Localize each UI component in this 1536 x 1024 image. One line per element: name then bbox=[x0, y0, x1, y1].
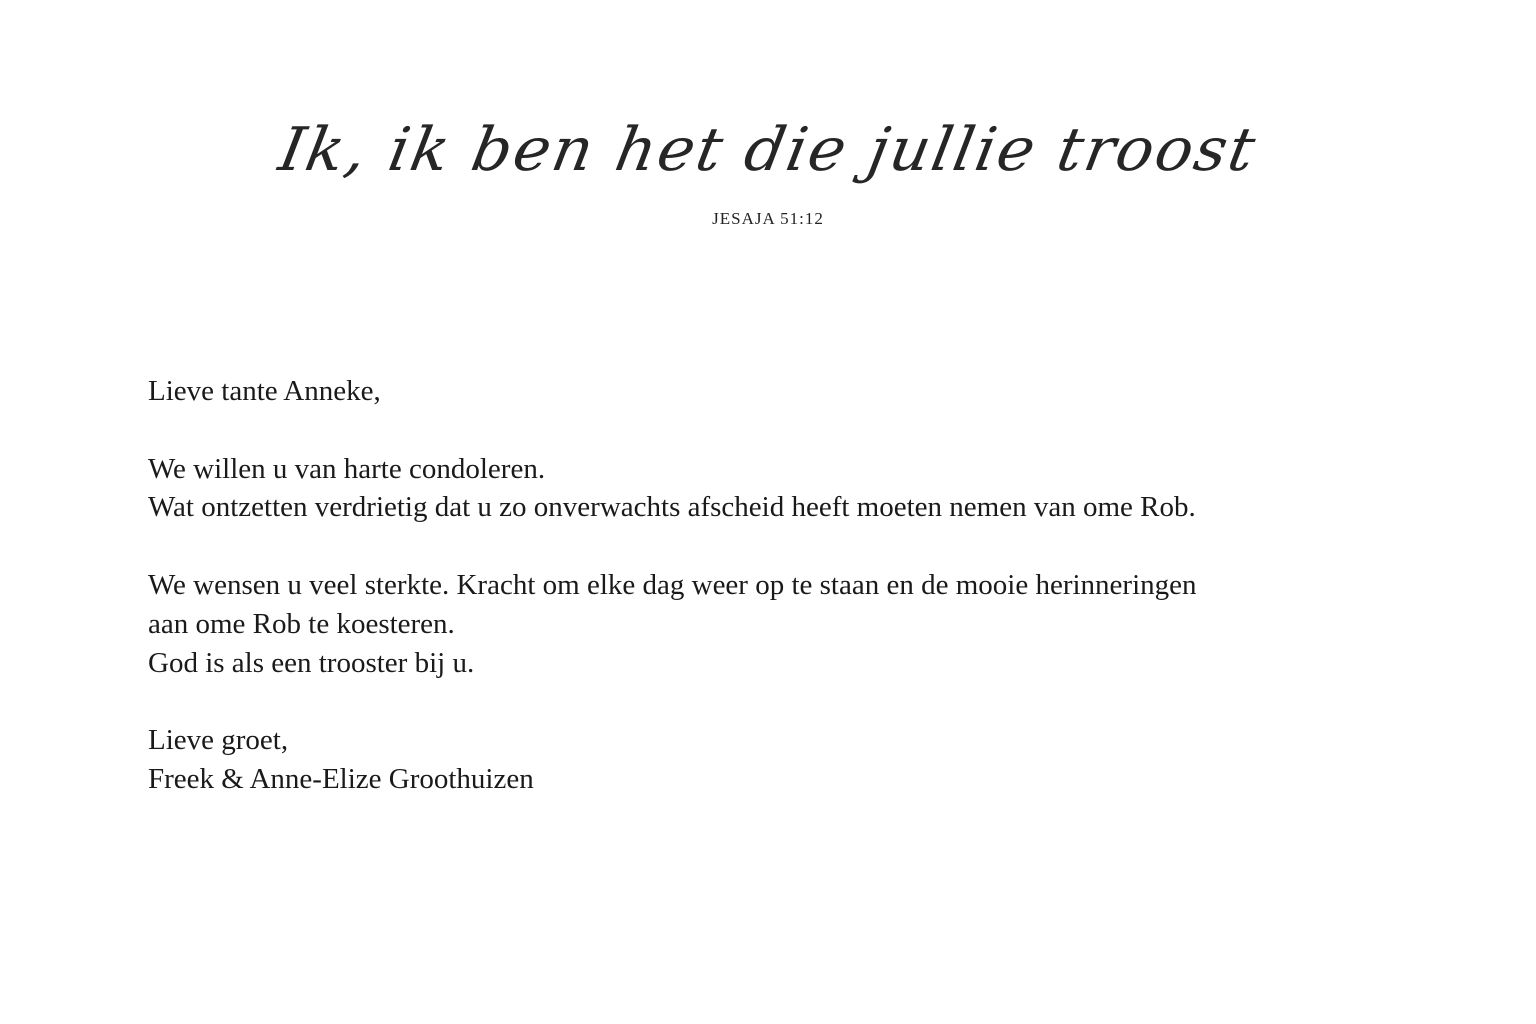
verse-script-heading: Ik, ik ben het die jullie troost bbox=[273, 115, 1263, 185]
letter-line: Wat ontzetten verdrietig dat u zo onverwachts afscheid heeft moeten nemen van ome Rob. bbox=[148, 491, 1196, 524]
paragraph-gap bbox=[148, 682, 1448, 721]
letter-line: We willen u van harte condoleren. bbox=[148, 452, 546, 485]
letter-line: We wensen u veel sterkte. Kracht om elke dag weer op te staan en de mooie herinneringen bbox=[148, 568, 1197, 601]
letter-signature: Freek & Anne-Elize Groothuizen bbox=[148, 762, 534, 795]
letter-body bbox=[148, 372, 1448, 799]
letter-line: God is als een trooster bij u. bbox=[148, 646, 475, 679]
paragraph-gap bbox=[148, 527, 1448, 566]
verse-reference: JESAJA 51:12 bbox=[712, 209, 824, 228]
letter-closing: Lieve groet, bbox=[148, 724, 289, 757]
paragraph-gap bbox=[148, 411, 1448, 450]
letter-salutation: Lieve tante Anneke, bbox=[148, 375, 381, 407]
letter-line: aan ome Rob te koesteren. bbox=[148, 607, 455, 640]
